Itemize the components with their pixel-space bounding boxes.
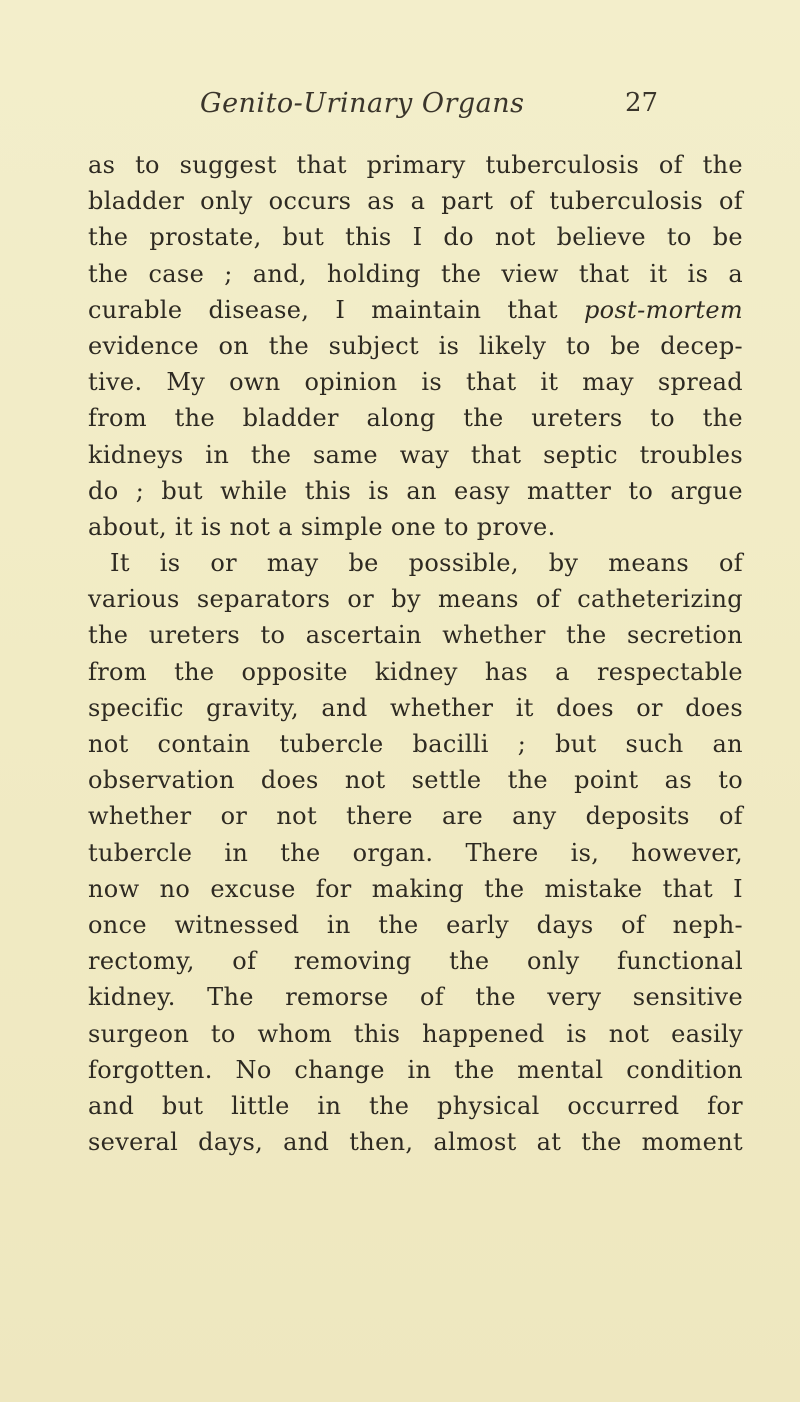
text-line: specific gravity, and whether it does or does — [88, 693, 743, 722]
text-line: as to suggest that primary tuberculosis of the — [88, 151, 743, 179]
text-line: tive. My own opinion is that it may spread — [88, 368, 743, 397]
text-line: the prostate, but this I do not believe to be — [88, 223, 743, 252]
text-line: tubercle in the organ. There is, however, — [88, 838, 743, 867]
paragraph-start-line: It is or may be possible, by means of — [110, 549, 743, 578]
text-line: evidence on the subject is likely to be decep- — [88, 331, 743, 360]
text-line: several days, and then, almost at the moment — [88, 1128, 743, 1157]
text-line: not contain tubercle bacilli ; but such an — [88, 730, 743, 758]
text-line: once witnessed in the early days of neph- — [88, 910, 743, 939]
text-line: from the opposite kidney has a respectable — [88, 657, 743, 686]
italic-term: post-mortem — [583, 295, 743, 324]
text-line: forgotten. No change in the mental condition — [88, 1055, 743, 1084]
text-line: do ; but while this is an easy matter to argue — [88, 476, 743, 505]
text-line: various separators or by means of catheterizing — [88, 585, 743, 614]
text-line: rectomy, of removing the only functional — [88, 947, 743, 976]
text-line: kidney. The remorse of the very sensitive — [88, 983, 743, 1012]
page-number: 27 — [625, 88, 659, 118]
text-line — [88, 292, 743, 328]
text-line: from the bladder along the ureters to the — [88, 404, 743, 433]
text-line: surgeon to whom this happened is not easily — [88, 1019, 743, 1048]
text-line-start: curable disease, I maintain that — [88, 295, 558, 324]
running-head — [0, 88, 800, 128]
body-text — [88, 147, 743, 1160]
text-line: whether or not there are any deposits of — [88, 802, 743, 831]
text-line: observation does not settle the point as to — [88, 766, 743, 795]
text-line: the case ; and, holding the view that it is a — [88, 259, 743, 288]
running-title: Genito-Urinary Organs — [200, 88, 525, 119]
text-line: and but little in the physical occurred for — [88, 1091, 743, 1120]
text-line: about, it is not a simple one to prove. — [88, 512, 556, 541]
text-line: kidneys in the same way that septic troubles — [88, 440, 743, 469]
text-line: bladder only occurs as a part of tuberculosis of — [88, 187, 743, 216]
text-line: now no excuse for making the mistake that I — [88, 874, 743, 903]
text-line: the ureters to ascertain whether the secretion — [88, 621, 743, 650]
